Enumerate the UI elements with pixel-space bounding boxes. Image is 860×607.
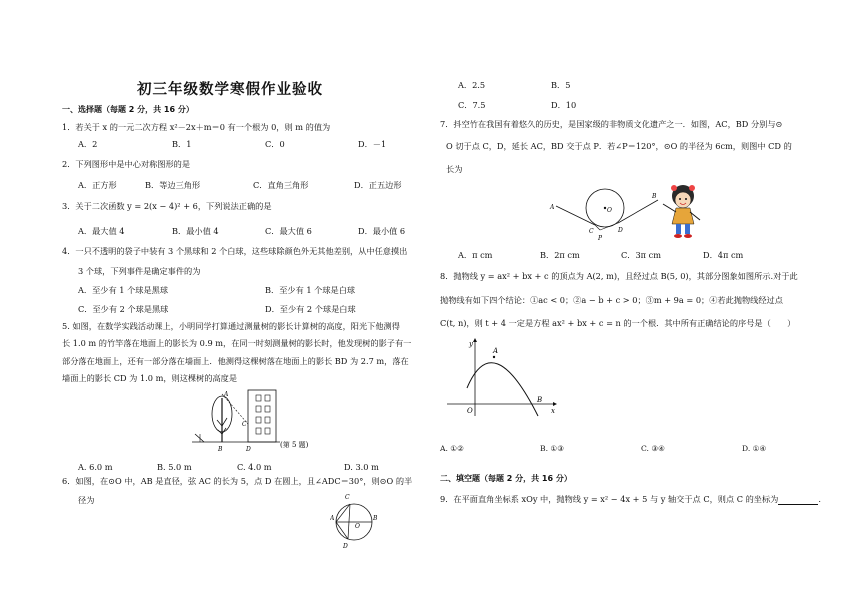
q6-figure bbox=[330, 490, 378, 550]
q7-label-c: C bbox=[589, 228, 594, 235]
q8-label-b: B bbox=[537, 396, 543, 404]
q3-stem: 3．关于二次函数 y = 2(x − 4)² + 6，下列说法正确的是 bbox=[62, 201, 272, 211]
q1-option-d: D．－1 bbox=[358, 139, 387, 149]
q7-label-p: P bbox=[598, 235, 603, 242]
q5-line4: 墙面上的影长 CD 为 1.0 m，则这棵树的高度是 bbox=[62, 373, 238, 383]
q8-option-a: A. ①② bbox=[440, 444, 464, 453]
q8-line2: 抛物线有如下四个结论：①ac < 0；②a − b + c > 0；③m + 9a = 0；④若此抛物线经过点 bbox=[440, 295, 783, 305]
q5-label-c: C bbox=[242, 421, 247, 428]
bamboo-pole bbox=[195, 434, 204, 442]
window-3 bbox=[256, 406, 261, 412]
q7-figure bbox=[548, 178, 728, 246]
q8-figure bbox=[445, 336, 560, 418]
window-1 bbox=[256, 395, 261, 401]
q4-stem-line1: 4．一只不透明的袋子中装有 3 个黑球和 2 个白球，这些球除颜色外无其他差别，从中任意摸出 bbox=[62, 246, 408, 256]
q6-label-o: O bbox=[355, 523, 360, 530]
q5-caption: (第 5 题) bbox=[280, 441, 309, 449]
q7-line2: O 切于点 C，D，延长 AC，BD 交于点 P．若∠P＝120°，⊙O 的半径为 6cm，则图中 CD 的 bbox=[446, 141, 792, 151]
q6-label-d: D bbox=[343, 543, 348, 550]
window-6 bbox=[265, 417, 270, 423]
q3-option-d: D．最小值 6 bbox=[358, 226, 406, 236]
q4-option-b: B．至少有 1 个球是白球 bbox=[265, 285, 356, 295]
q8-line1: 8．抛物线 y = ax² + bx + c 的顶点为 A(2, m)，且经过点 B(5, 0)，其部分图象如图所示.对于此 bbox=[440, 271, 798, 281]
q8-option-d: D. ①④ bbox=[742, 444, 767, 453]
q6-line2: 径为 bbox=[78, 495, 95, 505]
q7-option-b: B．2π cm bbox=[540, 250, 580, 260]
window-4 bbox=[265, 406, 270, 412]
q8-label-x: x bbox=[551, 407, 555, 415]
q6-option-a: A．2.5 bbox=[458, 80, 486, 90]
q5-line1: 5. 如图，在数学实践活动课上，小明同学打算通过测量树的影长计算树的高度，阳光下他测得 bbox=[62, 321, 400, 331]
q7-option-a: A．π cm bbox=[458, 250, 493, 260]
q2-stem: 2．下列图形中是中心对称图形的是 bbox=[62, 159, 191, 169]
q2-option-c: C．直角三角形 bbox=[253, 180, 309, 190]
q5-label-b: B bbox=[218, 446, 223, 453]
x-axis-arrow bbox=[553, 402, 557, 406]
q5-option-d: D. 3.0 m bbox=[344, 462, 379, 472]
q6-label-c: C bbox=[345, 494, 350, 501]
q9-answer-blank[interactable] bbox=[778, 495, 818, 505]
q6-label-a: A bbox=[330, 515, 335, 522]
center-point bbox=[604, 207, 606, 209]
q8-line3: C(t, n)，则 t + 4 一定是方程 ax² + bx + c = n 的一个根．其中所有正确结论的序号是（ ） bbox=[440, 318, 796, 328]
window-2 bbox=[265, 395, 270, 401]
parabola-curve bbox=[467, 363, 538, 416]
q7-label-d: D bbox=[618, 227, 623, 234]
q6-option-c: C．7.5 bbox=[458, 100, 486, 110]
q4-option-c: C．至少有 2 个球是黑球 bbox=[78, 304, 169, 314]
q5-option-c: C. 4.0 m bbox=[237, 462, 272, 472]
q9-stem-row bbox=[440, 494, 821, 505]
q8-option-b: B. ①③ bbox=[540, 444, 565, 453]
q7-option-c: C．3π cm bbox=[621, 250, 661, 260]
q8-label-a: A bbox=[493, 347, 499, 355]
q5-option-b: B. 5.0 m bbox=[157, 462, 192, 472]
q3-option-a: A．最大值 4 bbox=[78, 226, 125, 236]
q5-label-a: A bbox=[224, 391, 229, 398]
section-1-heading: 一、选择题（每题 2 分，共 16 分） bbox=[62, 105, 194, 114]
window-7 bbox=[256, 428, 261, 434]
q8-label-o: O bbox=[467, 407, 473, 415]
q8-option-c: C. ③④ bbox=[641, 444, 665, 453]
q7-line1: 7．抖空竹在我国有着悠久的历史，是国家级的非物质文化遗产之一．如图，AC，BD 分别与⊙ bbox=[440, 119, 783, 129]
vertex-point bbox=[493, 356, 495, 358]
wall-building bbox=[248, 390, 276, 442]
q1-option-a: A．2 bbox=[78, 139, 98, 149]
q6-label-b: B bbox=[373, 515, 378, 522]
q2-option-d: D．正五边形 bbox=[354, 180, 402, 190]
q3-option-b: B．最小值 4 bbox=[172, 226, 219, 236]
q2-option-b: B．等边三角形 bbox=[145, 180, 201, 190]
q7-label-b: B bbox=[652, 193, 657, 200]
q6-line1: 6．如图，在⊙O 中，AB 是直径，弦 AC 的长为 5，点 D 在圆上，且∠ADC＝30°，则⊙O 的半 bbox=[62, 476, 413, 486]
q5-line3: 部分落在地面上，还有一部分落在墙面上．他测得这棵树落在地面上的影长 BD 为 2.7 m，落在 bbox=[62, 356, 409, 366]
q1-option-b: B．1 bbox=[172, 139, 192, 149]
window-5 bbox=[256, 417, 261, 423]
q7-line3: 长为 bbox=[446, 164, 463, 174]
y-axis-arrow bbox=[473, 338, 477, 342]
q9-tail: . bbox=[818, 494, 821, 504]
q6-option-b: B．5 bbox=[551, 80, 571, 90]
q1-stem: 1．若关于 x 的一元二次方程 x²－2x＋m＝0 有一个根为 0，则 m 的值为 bbox=[62, 122, 331, 132]
q2-option-a: A．正方形 bbox=[78, 180, 117, 190]
chord-cd bbox=[348, 504, 350, 539]
q9-stem: 9．在平面直角坐标系 xOy 中，抛物线 y = x² − 4x + 5 与 y 轴交于点 C，则点 C 的坐标为 bbox=[440, 494, 779, 504]
string-ac bbox=[556, 206, 595, 225]
page-title: 初三年级数学寒假作业验收 bbox=[137, 82, 323, 98]
q8-label-y: y bbox=[469, 340, 473, 348]
q4-stem-line2: 3 个球，下列事件是确定事件的为 bbox=[78, 266, 201, 276]
q7-option-d: D．4π cm bbox=[703, 250, 744, 260]
q4-option-d: D．至少有 2 个球是白球 bbox=[265, 304, 356, 314]
q5-option-a: A. 6.0 m bbox=[78, 462, 113, 472]
q7-label-a: A bbox=[550, 204, 555, 211]
q3-option-c: C．最大值 6 bbox=[265, 226, 312, 236]
section-2-heading: 二、填空题（每题 2 分，共 16 分） bbox=[440, 474, 572, 483]
q5-label-d: D bbox=[246, 446, 251, 453]
cartoon-child-illustration bbox=[663, 185, 700, 238]
q6-option-d: D．10 bbox=[551, 100, 577, 110]
q4-option-a: A．至少有 1 个球是黑球 bbox=[78, 285, 169, 295]
q7-label-o: O bbox=[607, 207, 612, 214]
window-8 bbox=[265, 428, 270, 434]
q5-line2: 长 1.0 m 的竹竿落在地面上的影长为 0.9 m，在同一时刻测量树的影长时，他发现树的影子有一 bbox=[62, 338, 412, 348]
q5-figure bbox=[190, 386, 340, 454]
q1-option-c: C．0 bbox=[265, 139, 285, 149]
